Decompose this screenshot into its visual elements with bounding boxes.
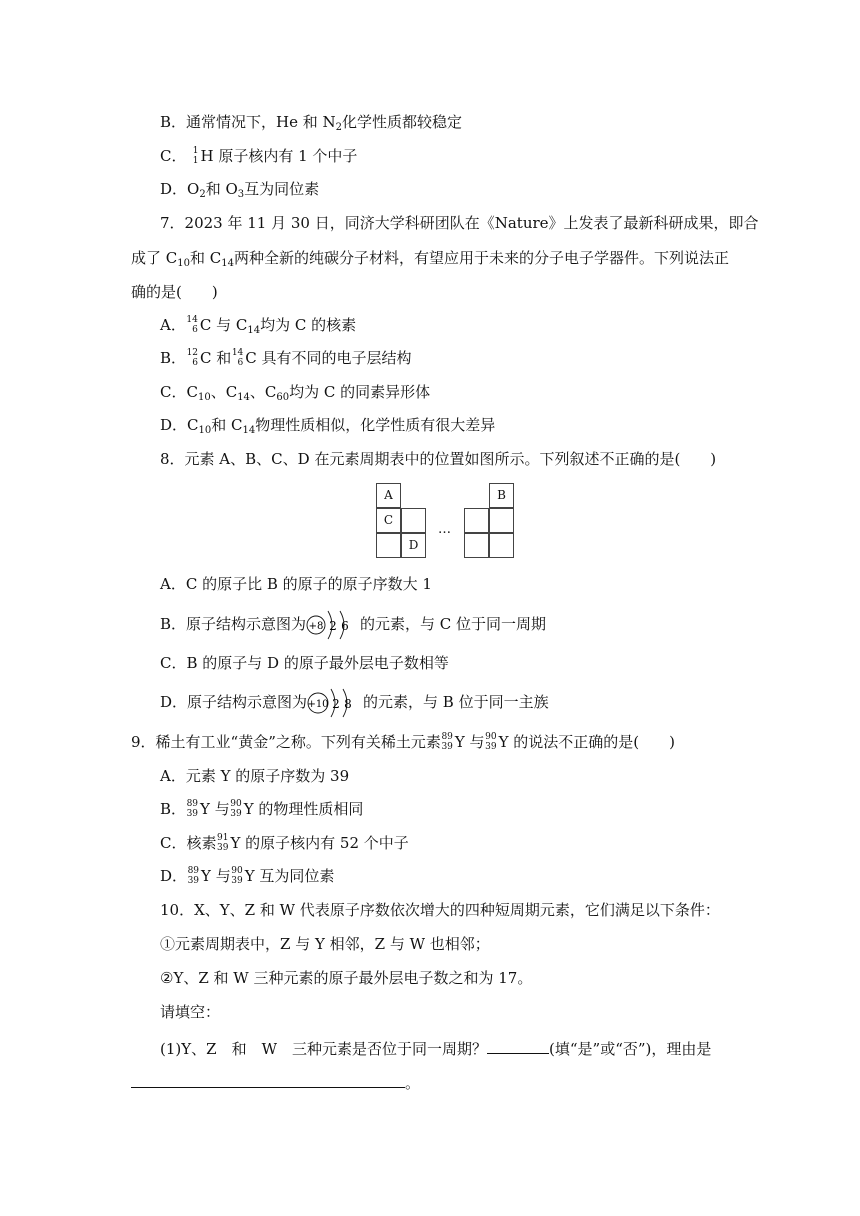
q9-stem [131, 732, 675, 752]
atomic-number: 1 [192, 156, 199, 166]
option-text: Y 与 [200, 800, 230, 818]
q10-stem: 10．X、Y、Z 和 W 代表原子序数依次增大的四种短周期元素，它们满足以下条件： [160, 901, 720, 919]
nuclide-notation [485, 732, 499, 752]
option-text: 、C [210, 383, 238, 401]
atomic-number: 6 [237, 358, 244, 368]
option-text: Y 与 [201, 867, 231, 885]
q6-option-b [160, 112, 462, 138]
q9-option-b [160, 799, 363, 819]
q7-option-d [160, 415, 495, 441]
subscript: 2 [335, 122, 343, 133]
option-text: D．C [160, 416, 199, 434]
q8-option-d [160, 684, 549, 720]
option-text: B．原子结构示意图为 [160, 615, 307, 633]
option-text: D．原子结构示意图为 [160, 693, 308, 711]
subscript: 10 [177, 258, 190, 269]
nuclide-notation [186, 315, 200, 335]
option-text: 均为 C 的同素异形体 [289, 383, 431, 401]
subscript: 3 [237, 189, 245, 200]
subscript: 60 [276, 392, 290, 403]
q7-text: 和 C [189, 249, 222, 267]
q9-option-d [160, 866, 334, 886]
mass-number: 1 [192, 146, 199, 156]
mass-number: 91 [217, 833, 229, 843]
q6-option-b-text: B．通常情况下，He 和 N [160, 113, 336, 131]
option-text: C 具有不同的电子层结构 [245, 349, 412, 367]
q8-option-a: A．C 的原子比 B 的原子的原子序数大 1 [160, 575, 432, 593]
option-label: B． [160, 800, 187, 818]
q9-option-a: A．元素 Y 的原子序数为 39 [160, 767, 350, 785]
mass-number: 90 [231, 866, 243, 876]
atomic-number: 39 [217, 843, 229, 853]
electron-shell-1: 2 [332, 697, 340, 711]
q7-stem-line2 [131, 248, 729, 274]
cell-b: B [489, 483, 514, 508]
option-label: B． [160, 349, 187, 367]
q8-stem: 8．元素 A、B、C、D 在元素周期表中的位置如图所示。下列叙述不正确的是( ) [160, 450, 717, 468]
option-text: Y 互为同位素 [244, 867, 335, 885]
nuclide-notation [230, 799, 244, 819]
atomic-number: 39 [485, 742, 497, 752]
q6-option-d-text: D．O [160, 180, 200, 198]
q6-option-d-mid: 和 O [205, 180, 238, 198]
option-text: C 和 [200, 349, 232, 367]
option-text: 的元素，与 B 位于同一主族 [363, 693, 549, 711]
q6-option-b-text-end: 化学性质都较稳定 [342, 113, 463, 131]
atomic-number: 6 [192, 358, 199, 368]
q9-text: Y 的说法不正确的是( ) [498, 733, 675, 751]
nuclide-notation [186, 799, 200, 819]
atomic-number: 39 [231, 876, 243, 886]
atomic-number: 39 [187, 876, 200, 886]
answer-blank-reason[interactable] [131, 1071, 405, 1088]
option-text: C．C [160, 383, 198, 401]
subscript: 14 [221, 258, 234, 269]
mass-number: 14 [186, 315, 198, 325]
q10-condition-1: ①元素周期表中，Z 与 Y 相邻，Z 与 W 也相邻； [160, 935, 490, 953]
nuclide-notation [441, 732, 455, 752]
option-label: A． [160, 316, 186, 334]
option-text: 、C [249, 383, 277, 401]
q10-part-1-instruction: (填“是”或“否”)，理由是 [549, 1040, 712, 1058]
option-text: Y 的物理性质相同 [243, 800, 364, 818]
q6-option-c-label: C． [160, 147, 187, 165]
option-text: 的元素，与 C 位于同一周期 [360, 615, 547, 633]
option-text: 和 C [211, 416, 243, 434]
q9-text: 9．稀土有工业“黄金”之称。下列有关稀土元素 [131, 733, 441, 751]
electron-shell-1: 2 [329, 619, 337, 633]
electron-shell-2: 8 [344, 697, 352, 711]
q7-text: 成了 C [131, 249, 178, 267]
nuclide-notation [216, 833, 230, 853]
subscript: 10 [197, 392, 211, 403]
nuclide-notation [186, 348, 200, 368]
mass-number: 90 [230, 799, 242, 809]
cell-a: A [376, 483, 401, 508]
mass-number: 89 [187, 866, 200, 876]
q10-part-1 [160, 1037, 711, 1059]
electron-shell-2: 6 [341, 619, 349, 633]
q7-stem-line1: 7．2023 年 11 月 30 日，同济大学科研团队在《Nature》上发表了最新科研成果，即合 [160, 214, 759, 232]
q10-prompt: 请填空： [160, 1003, 221, 1021]
nucleus-charge: +8 [308, 621, 324, 632]
cell-empty [376, 533, 401, 558]
q6-option-d-end: 互为同位素 [244, 180, 320, 198]
subscript: 14 [237, 392, 250, 403]
option-label: D． [160, 867, 188, 885]
atomic-structure-diagram [307, 685, 363, 721]
cell-c: C [376, 508, 401, 533]
q7-option-b [160, 348, 412, 368]
q7-stem-line3: 确的是( ) [131, 283, 218, 301]
cell-empty [489, 508, 514, 533]
period-mark: 。 [405, 1074, 421, 1092]
cell-empty [401, 508, 426, 533]
periodic-table-fragment-right [464, 483, 516, 559]
atomic-number: 6 [192, 325, 198, 335]
cell-empty [489, 533, 514, 558]
subscript: 2 [199, 189, 206, 200]
nucleus-charge: +10 [307, 699, 329, 710]
q10-part-1-reason [131, 1071, 420, 1093]
mass-number: 12 [186, 348, 199, 358]
q9-option-c [160, 833, 409, 853]
cell-empty [464, 508, 489, 533]
cell-d: D [401, 533, 426, 558]
option-text: C．核素 [160, 834, 217, 852]
q10-part-1-question: (1)Y、Z 和 W 三种元素是否位于同一周期？ [160, 1040, 487, 1058]
cell-empty [464, 533, 489, 558]
subscript: 10 [198, 425, 212, 436]
q6-option-c-text: H 原子核内有 1 个中子 [200, 147, 358, 165]
atomic-structure-diagram [306, 607, 360, 643]
subscript: 14 [242, 425, 256, 436]
mass-number: 14 [231, 348, 244, 358]
q9-text: Y 与 [454, 733, 485, 751]
q6-option-d [160, 179, 319, 205]
ellipsis: … [438, 522, 451, 537]
q10-condition-2: ②Y、Z 和 W 三种元素的原子最外层电子数之和为 17。 [160, 969, 533, 987]
atomic-number: 39 [186, 809, 199, 819]
atomic-number: 39 [230, 809, 242, 819]
option-text: 物理性质相似，化学性质有很大差异 [255, 416, 496, 434]
mass-number: 89 [186, 799, 199, 809]
nuclide-notation [231, 866, 245, 886]
mass-number: 90 [485, 732, 497, 742]
q7-text: 两种全新的纯碳分子材料，有望应用于未来的分子电子学器件。下列说法正 [233, 249, 729, 267]
option-text: 均为 C 的核素 [260, 316, 357, 334]
q8-option-c: C．B 的原子与 D 的原子最外层电子数相等 [160, 654, 449, 672]
nuclide-notation [231, 348, 245, 368]
q8-option-b [160, 606, 546, 642]
q7-option-a [160, 315, 356, 341]
q6-option-c [160, 146, 357, 166]
subscript: 14 [247, 325, 261, 336]
answer-blank-yes-no[interactable] [487, 1037, 549, 1054]
nuclide-notation [186, 146, 200, 166]
q7-option-c [160, 382, 430, 408]
periodic-table-fragment-left [376, 483, 428, 559]
option-text: Y 的原子核内有 52 个中子 [230, 834, 409, 852]
nuclide-notation [187, 866, 201, 886]
option-text: C 与 C [199, 316, 248, 334]
mass-number: 89 [441, 732, 453, 742]
atomic-number: 39 [441, 742, 453, 752]
